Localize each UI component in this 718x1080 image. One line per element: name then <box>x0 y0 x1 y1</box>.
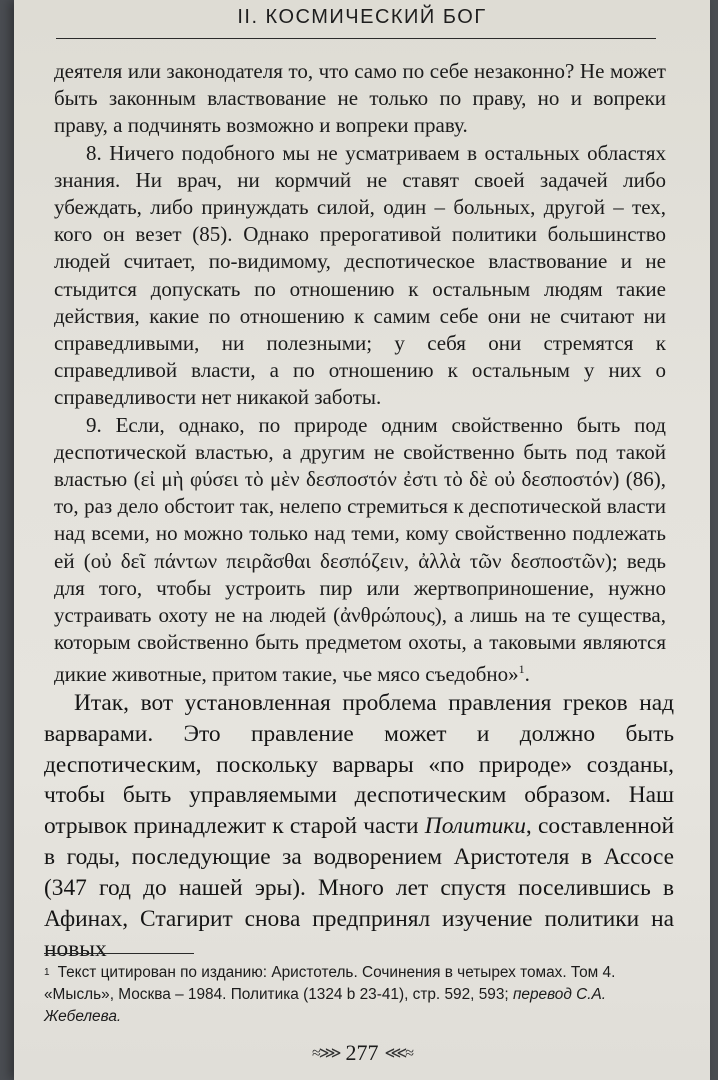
quote-paragraph-3-text: 9. Если, однако, по природе одним свойственно быть под деспотической властью, а другим не свойственно быть под такой властью (εἰ μὴ φύσει τὸ μὲν δεσποστόν ἐστι τὸ δὲ οὐ δεσποστόν) (86), то, раз дело обстоит так, нелепо стремиться к деспотической власти над всеми, но можно только над теми, кому свойственно подлежать ей (οὐ δεῖ πάντων πειρᾶσθαι δεσπόζειν, ἀλλὰ τῶν δεσποστῶν); ведь для того, чтобы устроить пир или жертвоприношение, нужно устраивать охоту не на людей (ἀνθρώπους), а лишь на те существа, которым свойственно быть предметом охоты, а таковыми являются дикие животные, притом такие, чье мясо съедобно» <box>54 412 666 687</box>
quote-paragraph-3: 9. Если, однако, по природе одним свойственно быть под деспотической властью, а другим не свойственно быть под такой властью (εἰ μὴ φύσει τὸ μὲν δεσποστόν ἐστι τὸ δὲ οὐ δεσποστόν) (86), то, раз дело обстоит так, нелепо стремиться к деспотической власти над всеми, но можно только над теми, кому свойственно подлежать ей (οὐ δεῖ πάντων πειρᾶσθαι δεσπόζειν, ἀλλὰ τῶν δεσποστῶν); ведь для того, чтобы устроить пир или жертвоприношение, нужно устраивать охоту не на людей (ἀνθρώπους), а лишь на те существа, которым свойственно быть предметом охоты, а таковыми являются дикие животные, притом такие, чье мясо съедобно»$^1$. <box>54 412 666 687</box>
footnote-rule <box>44 953 194 954</box>
footnote-mark: 1 <box>44 967 50 978</box>
main-paragraph <box>44 688 674 965</box>
main-text <box>44 688 674 965</box>
book-title-italic: Политики <box>424 813 526 840</box>
footnote-text: Текст цитирован по изданию: Аристотель. Сочинения в четырех томах. Том 4. «Мысль», Москва – 1984. Политика (1324 b 23-41), стр. 592, 593; <box>44 964 616 1003</box>
header-rule <box>56 38 656 39</box>
ornament-left-icon: ≈⋙ <box>311 1044 340 1062</box>
folio <box>14 1038 710 1066</box>
footnote-translator: перевод С.А. Жебелева. <box>44 986 607 1025</box>
footnote-reference: 1 <box>518 662 525 677</box>
quote-paragraph-1: деятеля или законодателя то, что само по себе незаконно? Не может быть законным властвование не только по праву, но и вопреки праву, а подчинять возможно и вопреки праву. <box>54 59 666 138</box>
quotation-block <box>54 58 666 689</box>
book-page <box>14 0 710 1080</box>
quote-paragraph-2: 8. Ничего подобного мы не усматриваем в остальных областях знания. Ни врач, ни кормчий не ставят своей задачей либо убеждать, либо принуждать силой, один – больных, другой – тех, кого он везет (85). Однако прерогативой политики большинство людей считает, по-видимому, деспотическое властвование и не стыдится допускать по отношению к остальным людям такие действия, какие по отношению к самим себе они не считают ни справедливыми, ни полезными; у себя они стремятся к справедливой власти, а по отношению к остальным у них о справедливости нет никакой заботы. <box>54 140 666 410</box>
main-paragraph-end: , составленной в годы, последующие за водворением Аристотеля в Ассосе (347 год до нашей эры). Много лет спустя поселившись в Афинах, Стагирит снова предпринял изучение политики на новых <box>44 813 674 963</box>
ornament-right-icon: ⋘≈ <box>384 1044 413 1062</box>
running-head: II. КОСМИЧЕСКИЙ БОГ <box>237 6 487 28</box>
footnote <box>44 962 674 1028</box>
page-number: 277 <box>345 1039 379 1065</box>
main-paragraph-start: Итак, вот установленная проблема правления греков над варварами. Это правление может и должно быть деспотическим, поскольку варвары «по природе» созданы, чтобы быть управляемыми деспотическим образом. Наш отрывок принадлежит к старой части <box>44 690 674 840</box>
